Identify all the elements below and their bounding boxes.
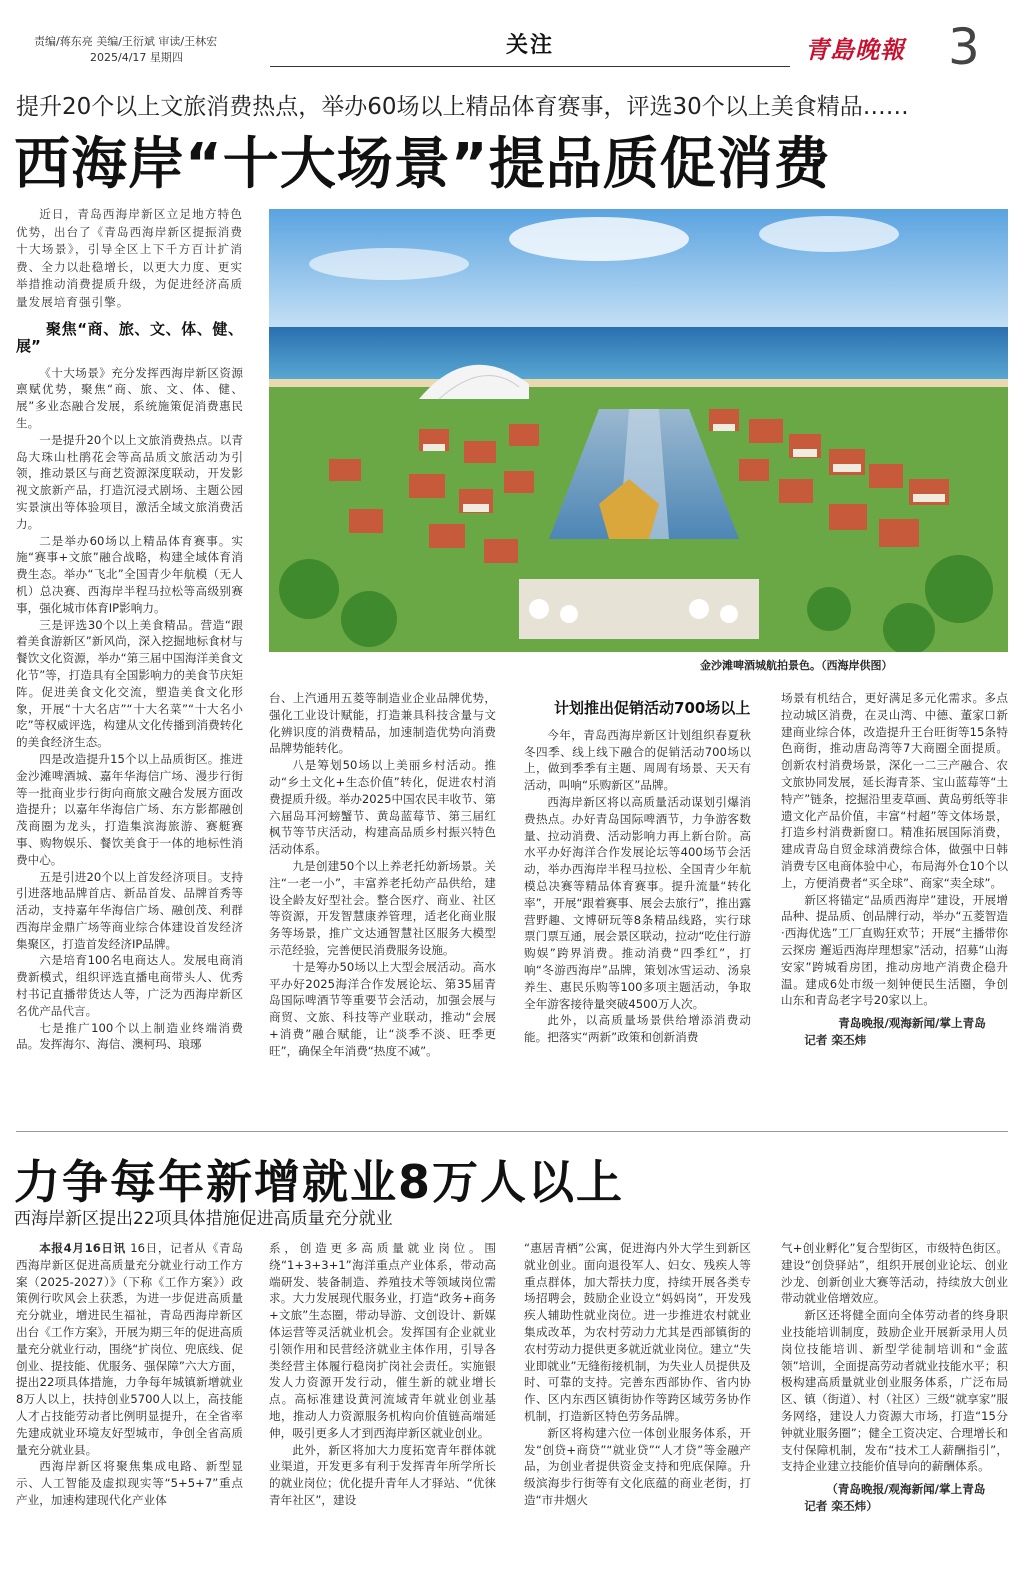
paragraph: 今年，青岛西海岸新区计划组织春夏秋冬四季、线上线下融合的促销活动700场以上，做到季季有主题、周周有场景、天天有活动，叫响“乐购新区”品牌。 [524, 727, 751, 793]
paragraph: 七是推广100个以上制造业终端消费品。发挥海尔、海信、澳柯玛、琅琊 [16, 1020, 243, 1052]
paragraph: 西海岸新区将以高质量活动谋划引爆消费热点。办好青岛国际啤酒节，力争游客数量、拉动消费、活动影响力再上新台阶。高水平办好海洋合作发展论坛等400场节会活动，举办西海岸半程马拉松、全国青少年航模总决赛等精品体育赛事。提升流量“转化率”，开展“跟着赛事、展会去旅行”，推出露营野趣、文博研玩等8条精品线路，实行球票门票互通，展会景区联动，拉动“吃住行游购娱”跨界消费。推动消费“四季红”，打响“冬游西海岸”品牌，策划冰雪运动、汤泉养生、惠民乐购等100多项主题活动，争取全年游客接待量突破4500万人次。 [524, 794, 751, 1011]
paragraph: 此外，新区将加大力度拓宽青年群体就业渠道，开发更多有利于发挥青年所学所长的就业岗位；优化提升青年人才驿站、“优徕青年社区”，建设 [269, 1442, 496, 1507]
paragraph: 九是创建50个以上养老托幼新场景。关注“一老一小”，丰富养老托幼产品供给，建设全龄友好型社会。整合医疗、商业、社区等资源，开发智慧康养管理，适老化商业服务等场景，推广文达通智慧社区服务大模型示范经验，完善便民消费服务设施。 [269, 858, 496, 957]
story1-column-4 [781, 690, 1008, 1122]
paragraph: 气+创业孵化”复合型街区，市级特色街区。建设“创贷驿站”，组织开展创业论坛、创业沙龙、创新创业大赛等活动，持续放大创业带动就业倍增效应。 [781, 1241, 1008, 1306]
issue-date: 2025/4/17 星期四 [90, 51, 183, 64]
paragraph [16, 1240, 243, 1458]
paragraph: 此外，以高质量场景供给增添消费动能。把落实“两新”政策和创新消费 [524, 1013, 751, 1045]
story2-column-1 [16, 1240, 243, 1568]
story1-headline: 西海岸“十大场景”提品质促消费 [14, 132, 831, 197]
photo-caption: 金沙滩啤酒城航拍景色。（西海岸供图） [700, 659, 893, 672]
section-rule [270, 66, 790, 67]
story1-column-2 [269, 690, 496, 1122]
newspaper-logo: 青島晚報 [805, 35, 905, 64]
story2-column-4 [781, 1240, 1008, 1568]
paragraph: 二是举办60场以上精品体育赛事。实施“赛事+文旅”融合战略，构建全域体育消费生态。举办“飞北”全国青少年航模（无人机）总决赛、西海岸半程马拉松等高级别赛事，强化城市体育IP影响力。 [16, 533, 243, 615]
paragraph: 场景有机结合，更好满足多元化需求。多点拉动城区消费，在灵山湾、中德、董家口新建商业综合体，改造提升王台旺街等15条特色商街，推动唐岛湾等7大商圈全面提质。创新农村消费场景，深化一二三产融合、农文旅协同发展，延长海青茶、宝山蓝莓等“土特产”链条，挖掘沿里麦草画、黄岛剪纸等非遗文化产品价值，丰富“村超”等文体场景，打造乡村消费新窗口。精准拓展国际消费，建成青岛自贸金球消费综合体，做强中日韩消费专区电商体验中心，布局海外仓10个以上，方便消费者“买全球”、商家“卖全球”。 [781, 691, 1008, 890]
paragraph: 系，创造更多高质量就业岗位。围绕“1+3+3+1”海洋重点产业体系，带动高端研发、装备制造、养殖技术等领域岗位需求。大力发展现代服务业，打造“政务+商务+文旅”生态圈，带动导游、文创设计、新媒体运营等灵活就业机会。发挥国有企业就业引领作用和民营经济就业主体作用，引导各类经营主体履行稳岗扩岗社会责任。实施银发人力资源开发行动，催生新的就业增长点。高标准建设黄河流域青年就业创业基地，推动人力资源服务机构向价值链高端延伸，吸引更多人才到西海岸新区就业创业。 [269, 1241, 496, 1440]
paragraph: 新区还将健全面向全体劳动者的终身职业技能培训制度，鼓励企业开展新录用人员岗位技能培训、新型学徒制培训和“金蓝领”培训，全面提高劳动者就业技能水平；积极构建高质量就业创业服务体系，广泛布局区、镇（街道）、村（社区）三级“就享家”服务网络，建设人力资源大市场，打造“15分钟就业服务圈”；健全工资决定、合理增长和支付保障机制，发布“技术工人薪酬指引”，支持企业建立技能价值导向的薪酬体系。 [781, 1308, 1008, 1474]
paragraph: 五是引进20个以上首发经济项目。支持引进落地品牌首店、新品首发、品牌首秀等活动，支持嘉年华海信广场、融创茂、利群西海岸金鼎广场等商业综合体建设首发经济集聚区，打造首发经济IP品牌。 [16, 869, 243, 951]
paragraph: 一是提升20个以上文旅消费热点。以青岛大珠山杜鹃花会等高品质文旅活动为引领，推动景区与商艺资源深度联动，开发影视文旅新产品，打造沉浸式剧场、主题公园实景演出等体验项目，激活全域文旅消费活力。 [16, 432, 243, 531]
story1-lead: 近日，青岛西海岸新区立足地方特色优势，出台了《青岛西海岸新区提振消费十大场景》，引导全区上下千方百计扩消费、全力以赴稳增长，以更大力度、更实举措推动消费提质升级，为促进经济高质量发展培育强引擎。 [16, 207, 243, 309]
masthead [0, 0, 1024, 88]
editor-names: 责编/蒋东亮 美编/王衍斌 审读/王林宏 [34, 35, 218, 48]
paragraph: 八是筹划50场以上美丽乡村活动。推动“乡土文化+生态价值”转化，促进农村消费提质升级。举办2025中国农民丰收节、第六届岛耳河螃蟹节、黄岛蓝莓节、第三届红枫节等节庆活动，构建高品质乡村振兴特色活动体系。 [269, 758, 496, 857]
story2-column-3 [524, 1240, 751, 1568]
paragraph: 《十大场景》充分发挥西海岸新区资源禀赋优势，聚焦“商、旅、文、体、健、展”多业态融合发展，系统施策促消费惠民生。 [16, 365, 243, 430]
paragraph: “惠居青栖”公寓，促进海内外大学生到新区就业创业。面向退役军人、妇女、残疾人等重点群体，加大帮扶力度，持续开展各类专场招聘会，鼓励企业设立“妈妈岗”，开发残疾人辅助性就业岗位。进一步推进农村就业集成改革，为农村劳动力尤其是西部镇街的农村劳动力提供更多就近就业岗位。建立“失业即就业”无缝衔接机制，为失业人员提供及时、可靠的支持。完善东西部协作、省内协作、区内东西区镇街协作等跨区域劳务协作机制，打造新区特色劳务品牌。 [524, 1241, 751, 1423]
paragraph: 三是评选30个以上美食精品。营造“跟着美食游新区”新风尚，深入挖掘地标食材与餐饮文化资源，举办“第三届中国海洋美食文化节”等，打造具有全国影响力的美食节庆矩阵。促进美食文化交流，塑造美食文化形象，开展“十大名店”“十大名菜”“十大名小吃”等权威评选，构建从文化传播到消费转化的美食经济生态。 [16, 617, 243, 750]
page-number: 3 [948, 18, 980, 76]
story2-headline: 力争每年新增就业8万人以上 [14, 1155, 625, 1209]
story1-subhead-1: 聚焦“商、旅、文、体、健、展” [16, 320, 243, 355]
story2-byline: （青岛晚报/观海新闻/掌上青岛 [826, 1482, 986, 1497]
story1-reporter: 记者 栾丕炜 [804, 1032, 867, 1047]
story2-deck: 西海岸新区提出22项具体措施促进高质量充分就业 [14, 1209, 393, 1229]
story1-column-1 [16, 206, 243, 1121]
story2-reporter: 记者 栾丕炜） [804, 1498, 878, 1513]
story1-subhead-2: 计划推出促销活动700场以上 [554, 700, 751, 717]
editor-credits [34, 34, 217, 66]
beer-city-aerial-image [269, 209, 1008, 652]
paragraph: 十是筹办50场以上大型会展活动。高水平办好2025海洋合作发展论坛、第35届青岛国际啤酒节等重要节会活动，加强会展与商贸、文旅、科技等产业联动，推动“会展+消费”融合赋能，让“淡季不淡、旺季更旺”，确保全年消费“热度不减”。 [269, 959, 496, 1058]
paragraph: 台、上汽通用五菱等制造业企业品牌优势，强化工业设计赋能，打造兼具科技含量与文化辨识度的消费精品，加速制造优势向消费品牌势能转化。 [269, 691, 496, 756]
section-title: 关注 [505, 33, 554, 58]
paragraph: 西海岸新区将聚焦集成电路、新型显示、人工智能及虚拟现实等“5+5+7”重点产业，加速构建现代化产业体 [16, 1459, 243, 1507]
aerial-photo [269, 209, 1008, 652]
story1-column-3 [524, 700, 751, 1122]
story1-kicker: 提升20个以上文旅消费热点，举办60场以上精品体育赛事，评选30个以上美食精品…… [16, 94, 909, 120]
dateline: 本报4月16日讯 [39, 1241, 126, 1255]
paragraph: 新区将构建六位一体创业服务体系，开发“创贷+商贷”“就业贷”“人才贷”等金融产品，为创业者提供资金支持和兜底保障。升级滨海步行街等有文化底蕴的商业老街，打造“市井烟火 [524, 1425, 751, 1507]
paragraph-text: 16日，记者从《青岛西海岸新区促进高质量充分就业行动工作方案（2025-2027）》（下称《工作方案》）政策例行吹风会上获悉，为进一步促进高质量充分就业，增进民生福祉，青岛西海岸新区出台《工作方案》，开展为期三年的促进高质量充分就业行动，围绕“扩岗位、兜底线、促创业、提技能、优服务、强保障”六大方面，提出22项具体措施，力争每年城镇新增就业8万人以上，扶持创业5700人以上，高技能人才占技能劳动者比例明显提升，在全省率先建成就业环境友好型城市，争创全省高质量充分就业县。 [16, 1241, 243, 1457]
paragraph: 新区将锚定“品质西海岸”建设，开展增品种、提品质、创品牌行动，举办“五菱智造·西海优选”工厂直购狂欢节；开展“主播带你云探房 邂逅西海岸理想家”活动，招募“山海安家”跨城看房团，推动房地产消费企稳升温。建成6处市级一刻钟便民生活圈，争创山东和青岛老字号20家以上。 [781, 892, 1008, 1008]
paragraph: 六是培育100名电商达人。发展电商消费新模式，组织评选直播电商带头人、优秀村书记直播带货达人等，广泛为西海岸新区名优产品代言。 [16, 953, 243, 1018]
story1-byline: 青岛晚报/观海新闻/掌上青岛 [838, 1016, 986, 1031]
paragraph: 四是改造提升15个以上品质街区。推进金沙滩啤酒城、嘉年华海信广场、漫步行街等一批商业步行街向商旅文融合发展方面改造提升；以嘉年华海信广场、东方影都融创茂商圈为龙头，打造集滨海旅游、赛艇赛事、购物娱乐、餐饮美食于一体的地标性消费中心。 [16, 751, 243, 867]
story2-column-2 [269, 1240, 496, 1568]
story-divider [16, 1131, 1008, 1132]
